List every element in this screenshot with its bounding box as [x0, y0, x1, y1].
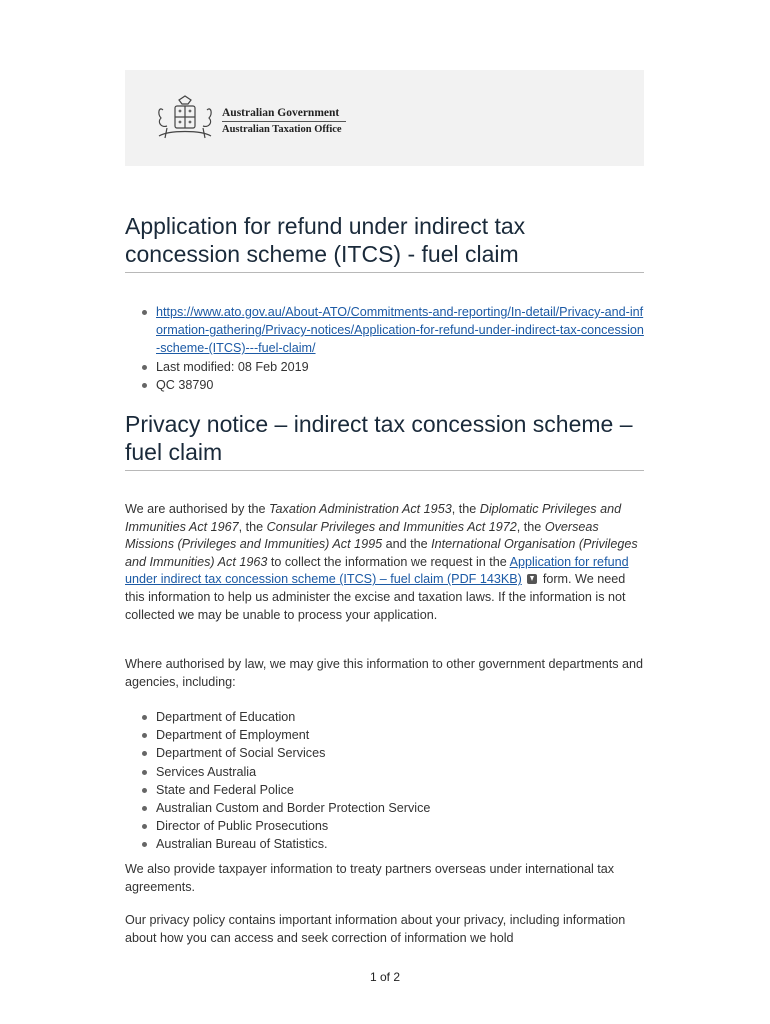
text-fragment: , the: [516, 519, 545, 534]
meta-last-modified: Last modified: 08 Feb 2019: [125, 358, 644, 376]
disclosure-paragraph: Where authorised by law, we may give this information to other government departments and agencies, including:: [125, 657, 644, 689]
act-name: Diplomatic Privileges and Immunities Act 1967: [125, 502, 622, 534]
text-fragment: , the: [238, 519, 267, 534]
act-name: International Organisation (Privileges and Immunities) Act 1963: [125, 537, 638, 569]
meta-qc-number: QC 38790: [125, 376, 644, 394]
agency-list: [125, 708, 644, 854]
meta-url-item: [125, 303, 644, 358]
list-item: Department of Education: [125, 708, 644, 726]
text-fragment: , the: [451, 502, 480, 516]
treaty-paragraph: We also provide taxpayer information to treaty partners overseas under international tax agreements.: [125, 862, 615, 894]
page-number: 1 of 2: [369, 970, 401, 984]
header-banner: [125, 70, 644, 166]
logo-agency-name: Australian Taxation Office: [222, 124, 342, 135]
section-heading: Privacy notice – indirect tax concession scheme – fuel claim: [125, 410, 644, 471]
text-fragment: and the: [382, 537, 432, 552]
act-name: Overseas Missions (Privileges and Immunities) Act 1995: [125, 519, 599, 552]
privacy-policy-paragraph: Our privacy policy contains important information about your privacy, including information about how you can access and seek correction of information we hold: [125, 913, 626, 945]
coat-of-arms-icon: [153, 92, 217, 144]
text-fragment: form. We need this information to help us administer the excise and taxation laws. If the information is not collected we may be unable to process your application.: [125, 572, 626, 622]
logo-government-name: Australian Government: [222, 107, 340, 119]
application-form-link[interactable]: Application for refund under indirect tax concession scheme (ITCS) – fuel claim (PDF 143KB): [125, 554, 629, 587]
list-item: Department of Social Services: [125, 744, 644, 762]
list-item: Department of Employment: [125, 726, 644, 744]
act-name: Consular Privileges and Immunities Act 1972: [266, 519, 517, 534]
list-item: Services Australia: [125, 763, 644, 781]
download-icon[interactable]: [527, 574, 537, 584]
act-name: Taxation Administration Act 1953: [268, 502, 452, 516]
logo-divider: [222, 121, 346, 122]
text-fragment: to collect the information we request in the: [267, 554, 510, 569]
page-meta-list: [125, 303, 644, 394]
list-item: Director of Public Prosecutions: [125, 817, 644, 835]
text-fragment: We are authorised by the: [125, 502, 269, 516]
authorisation-paragraph: [125, 501, 644, 624]
list-item: Australian Bureau of Statistics.: [125, 835, 644, 853]
list-item: State and Federal Police: [125, 781, 644, 799]
page-title: Application for refund under indirect tax concession scheme (ITCS) - fuel claim: [125, 212, 644, 273]
page-url-link[interactable]: https://www.ato.gov.au/About-ATO/Commitments-and-reporting/In-detail/Privacy-and-information-gathering/Privacy-notices/Application-for-refund-under-indirect-tax-concession-scheme-(ITCS)---fuel-claim/: [156, 305, 644, 356]
list-item: Australian Custom and Border Protection Service: [125, 799, 644, 817]
